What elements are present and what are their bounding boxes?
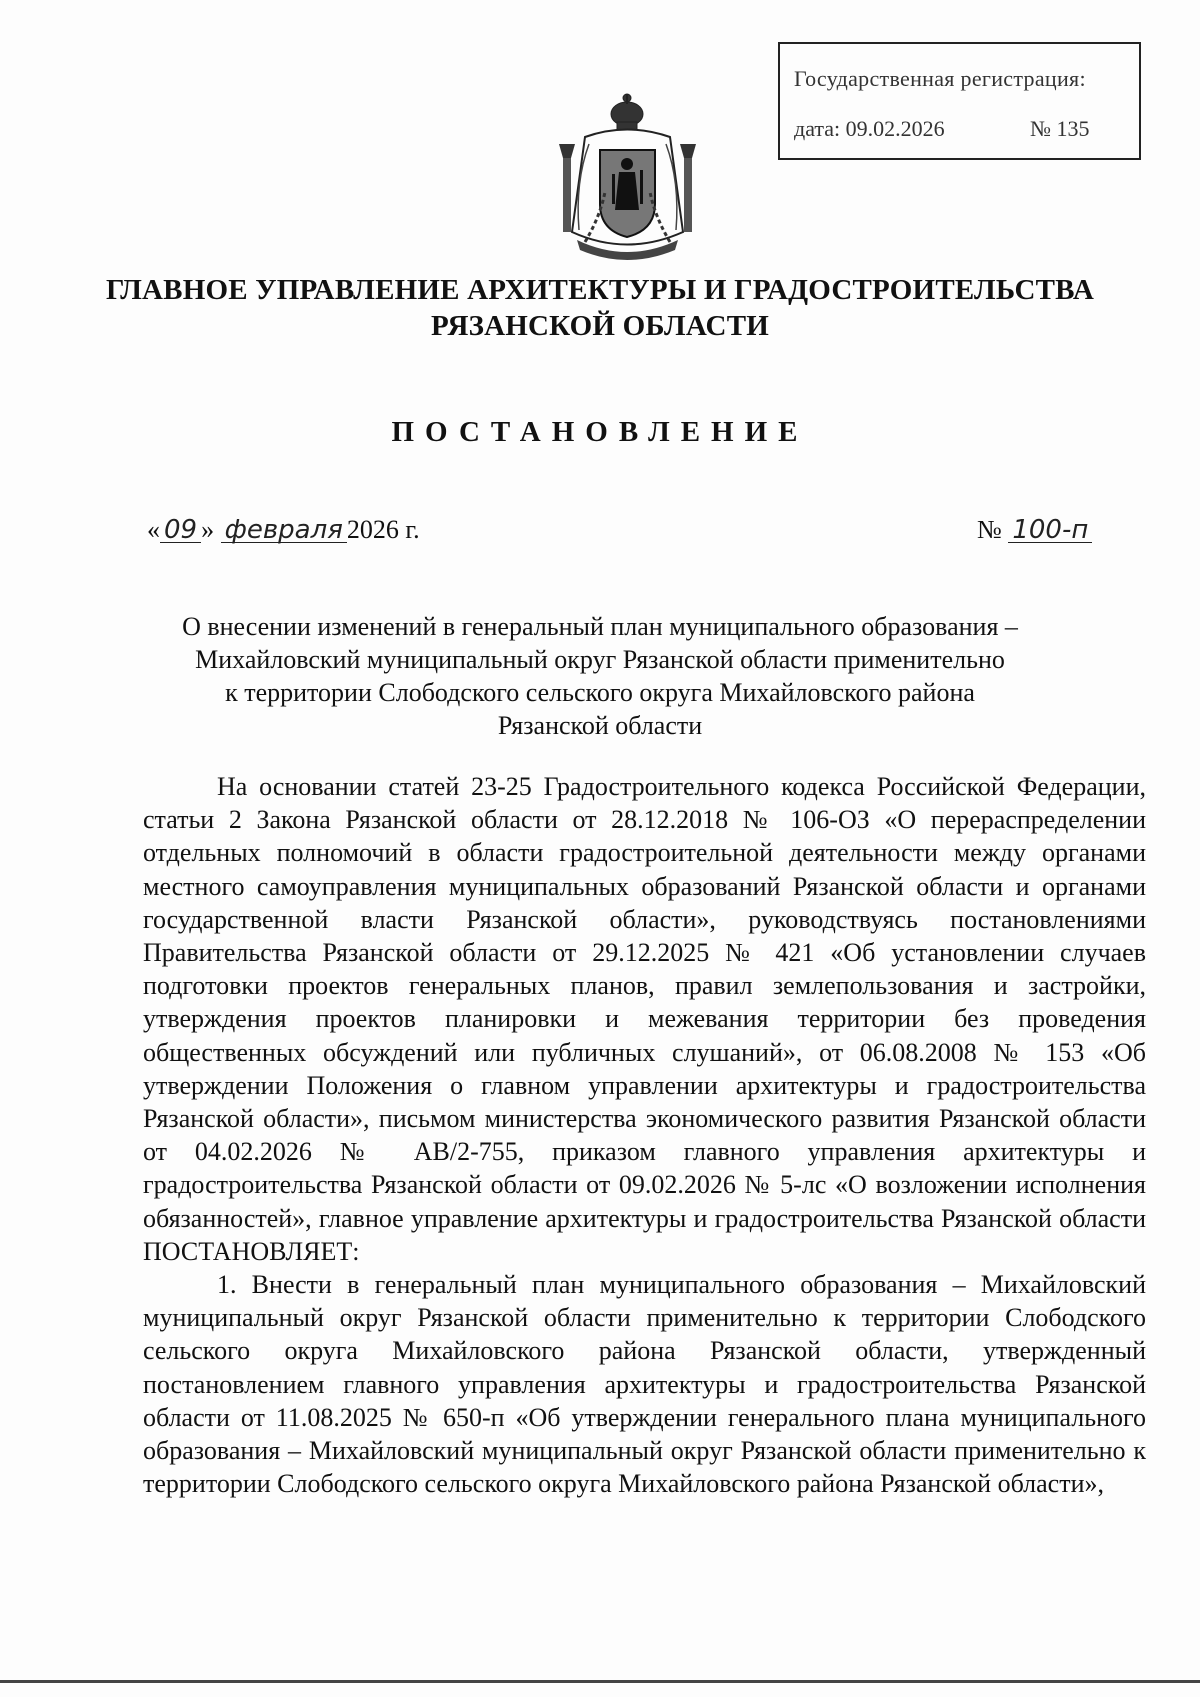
document-date	[147, 515, 420, 545]
number-prefix: №	[977, 515, 1002, 544]
body-paragraph-item1: 1. Внести в генеральный план муниципального образования – Михайловский муниципальный округ Рязанской области применительно к территории Слободского сельского округа Михайловского района Рязанской области, утвержденный постановлением главного управления архитектуры и градостроительства Рязанской области от 11.08.2025 № 650-п «Об утверждении генерального плана муниципального образования – Михайловский муниципальный округ Рязанской области применительно к территории Слободского сельского округа Михайловского района Рязанской области»,	[143, 1270, 1146, 1499]
handwritten-number: 100-п	[1008, 518, 1092, 543]
date-open-quote: «	[147, 515, 160, 544]
document-type-title: ПОСТАНОВЛЕНИЕ	[391, 416, 809, 448]
subject-line2: Михайловский муниципальный округ Рязанской области применительно	[195, 645, 1005, 674]
handwritten-month: февраля	[221, 518, 347, 543]
document-body	[143, 770, 1146, 1500]
document-number	[977, 515, 1092, 545]
registration-stamp	[778, 42, 1141, 160]
subject-line4: Рязанской области	[497, 711, 703, 740]
subject-line3: к территории Слободского сельского округа Михайловского района	[225, 678, 975, 707]
registration-date: дата: 09.02.2026	[794, 116, 945, 141]
organization-title-line1: ГЛАВНОЕ УПРАВЛЕНИЕ АРХИТЕКТУРЫ И ГРАДОСТРОИТЕЛЬСТВА	[105, 274, 1095, 306]
coat-of-arms-icon	[555, 92, 700, 267]
document-subject	[130, 610, 1070, 742]
date-year: 2026 г.	[346, 515, 420, 544]
subject-line1: О внесении изменений в генеральный план муниципального образования –	[182, 612, 1018, 641]
registration-number: № 135	[1030, 116, 1090, 141]
handwritten-day: 09	[160, 518, 201, 543]
organization-title	[0, 272, 1200, 344]
date-close-quote: »	[201, 515, 215, 544]
organization-title-line2: РЯЗАНСКОЙ ОБЛАСТИ	[431, 310, 769, 342]
scan-bottom-edge	[0, 1680, 1200, 1683]
body-paragraph-preamble: На основании статей 23-25 Градостроительного кодекса Российской Федерации, статьи 2 Закона Рязанской области от 28.12.2018 № 106-ОЗ «О перераспределении отдельных полномочий в области градостроительной деятельности между органами местного самоуправления муниципальных образований Рязанской области и органами государственной власти Рязанской области», руководствуясь постановлениями Правительства Рязанской области от 29.12.2025 № 421 «Об установлении случаев подготовки проектов генеральных планов, правил землепользования и застройки, утверждения проектов планировки и межевания территории без проведения общественных обсуждений или публичных слушаний», от 06.08.2008 № 153 «Об утверждении Положения о главном управлении архитектуры и градостроительства Рязанской области», письмом министерства экономического развития Рязанской области от 04.02.2026 № АВ/2-755, приказом главного управления архитектуры и градостроительства Рязанской области от 09.02.2026 № 5-лс «О возложении исполнения обязанностей», главное управление архитектуры и градостроительства Рязанской области ПОСТАНОВЛЯЕТ:	[143, 772, 1146, 1266]
registration-title: Государственная регистрация:	[794, 66, 1086, 91]
